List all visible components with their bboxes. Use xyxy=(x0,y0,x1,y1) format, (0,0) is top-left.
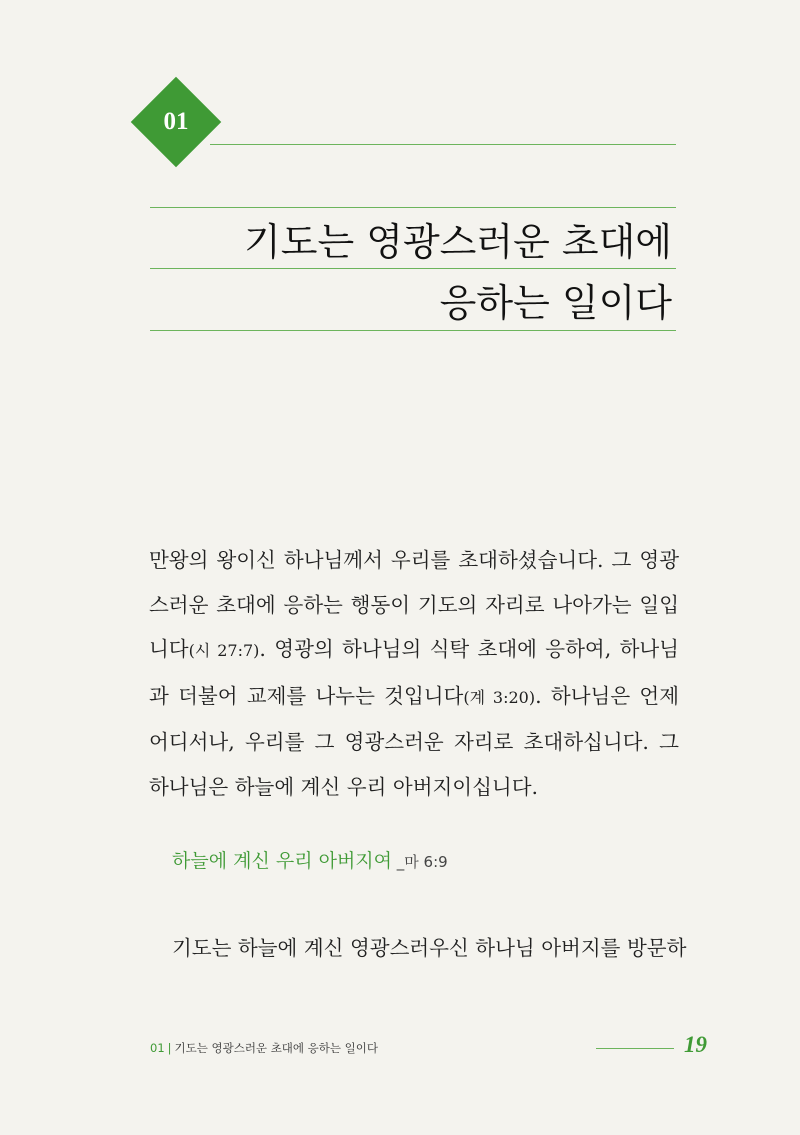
scripture-reference: (시 27:7) xyxy=(188,641,260,660)
body-text: . 하나님은 언제 어디서나, 우리를 그 영광스러운 자리로 초대하십니다. 그 하나님은 하늘에 계신 우리 아버지이십니다. xyxy=(149,683,680,799)
chapter-number: 01 xyxy=(163,108,189,135)
title-rule-top xyxy=(150,207,676,208)
header-rule xyxy=(210,144,676,145)
page-number: 19 xyxy=(684,1032,707,1057)
title-rule-middle xyxy=(150,268,676,269)
running-footer xyxy=(150,1040,378,1056)
footer-chapter: 01 xyxy=(150,1041,165,1055)
body-text: 만왕의 왕이신 하나님께서 우리를 초대하셨습니다. 그 영광스러운 초대에 응하는 행동이 기도의 자리로 나아가는 일입니다 xyxy=(149,548,679,661)
footer-title: 기도는 영광스러운 초대에 응하는 일이다 xyxy=(174,1041,378,1055)
title-rule-bottom xyxy=(150,330,676,331)
scripture-reference: (계 3:20) xyxy=(463,687,536,707)
body-paragraph-2: 기도는 하늘에 계신 영광스러우신 하나님 아버지를 방문하 xyxy=(172,936,687,960)
title-line-2: 응하는 일이다 xyxy=(439,281,672,325)
title-line-1: 기도는 영광스러운 초대에 xyxy=(244,220,672,264)
footer-rule xyxy=(596,1048,674,1049)
quote-reference: _마 6:9 xyxy=(392,853,448,871)
quote-text: 하늘에 계신 우리 아버지여 xyxy=(172,850,393,872)
body-paragraph-1 xyxy=(149,538,679,809)
scripture-quote xyxy=(172,846,448,877)
body-text: . 영광의 하나님의 식탁 초대에 응하여, 하나님과 더불어 교제를 나누는 것입니다 xyxy=(149,637,679,708)
footer-separator: | xyxy=(167,1041,172,1055)
